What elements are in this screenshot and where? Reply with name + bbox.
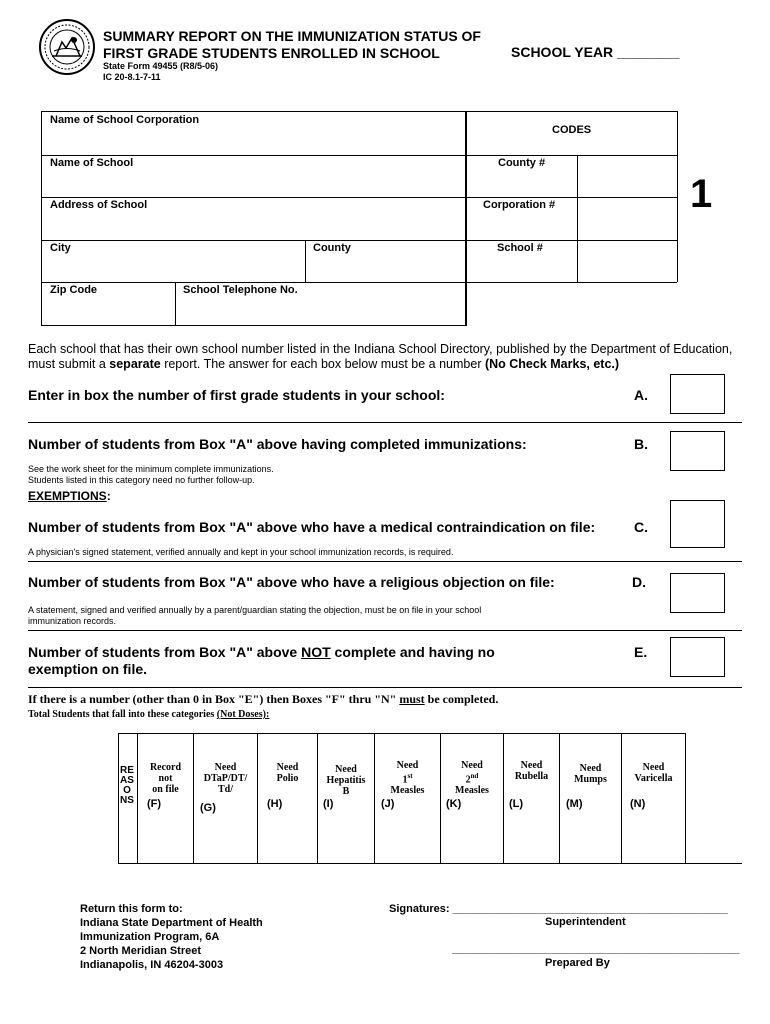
box-a-input[interactable] xyxy=(670,374,725,414)
cell-j-input[interactable]: (J) xyxy=(381,798,395,810)
cell-g-input[interactable]: (G) xyxy=(200,802,216,814)
question-e-line-1 xyxy=(28,644,495,661)
letter-b: B. xyxy=(634,436,648,452)
page-number: 1 xyxy=(690,172,713,216)
zip-code-field[interactable]: Zip Code xyxy=(50,284,98,296)
condition-text: If there is a number (other than 0 in Box "E") then Boxes "F" thru "N" xyxy=(28,692,400,706)
column-header-need-1st-measles xyxy=(375,760,440,796)
header-line: Measles xyxy=(455,785,489,797)
county-number-label: County # xyxy=(498,157,546,169)
title-line-1: SUMMARY REPORT ON THE IMMUNIZATION STATUS OF xyxy=(103,28,481,44)
form-number: State Form 49455 (R8/5-06) xyxy=(103,61,219,71)
letter-d: D. xyxy=(632,574,646,590)
question-e-line-2: exemption on file. xyxy=(28,661,148,677)
note-c: A physician's signed statement, verified annually and kept in your school immunization records, is required. xyxy=(28,547,454,557)
cell-f-input[interactable]: (F) xyxy=(147,798,162,810)
exemptions-label: EXEMPTIONS xyxy=(28,489,107,503)
header-line: Need xyxy=(642,762,665,773)
title-line-2: FIRST GRADE STUDENTS ENROLLED IN SCHOOL xyxy=(103,45,440,61)
ordinal-number: 1 xyxy=(402,774,408,786)
header-line: on file xyxy=(152,784,179,795)
instructions-line-1: Each school that has their own school number listed in the Indiana School Directory, published by the Department of Education, xyxy=(28,342,733,356)
column-header-record-not-on-file xyxy=(138,762,193,795)
telephone-field[interactable]: School Telephone No. xyxy=(183,284,298,296)
address-line: Indiana State Department of Health xyxy=(80,917,263,929)
cell-h-input[interactable]: (H) xyxy=(267,798,283,810)
categories-underlined: (Not Doses): xyxy=(216,709,270,720)
ordinal-suffix: nd xyxy=(470,772,479,780)
header-line: Need xyxy=(579,763,602,774)
header-line: Polio xyxy=(276,773,299,784)
instructions-text: must submit a xyxy=(28,357,110,371)
codes-heading: CODES xyxy=(552,124,592,136)
county-number-input[interactable] xyxy=(578,156,677,197)
header-line xyxy=(441,771,503,785)
box-d-input[interactable] xyxy=(670,573,725,613)
header-line: Need xyxy=(520,760,543,771)
question-b: Number of students from Box "A" above having completed immunizations: xyxy=(28,436,527,452)
form-title xyxy=(103,28,481,62)
column-header-need-varicella xyxy=(622,762,685,784)
prepared-by-label: Prepared By xyxy=(545,957,610,969)
address-line: Immunization Program, 6A xyxy=(80,931,220,943)
header-line: Mumps xyxy=(574,774,607,785)
categories-text: Total Students that fall into these categories xyxy=(28,709,217,720)
school-name-field[interactable]: Name of School xyxy=(50,157,134,169)
column-header-need-polio xyxy=(258,762,317,784)
reasons-vertical-label: REASONS xyxy=(120,765,134,806)
instructions-bold: (No Check Marks, etc.) xyxy=(484,357,620,371)
exemptions-heading xyxy=(28,489,111,503)
cell-k-input[interactable]: (K) xyxy=(446,798,462,810)
school-number-label: School # xyxy=(497,242,543,254)
exemptions-colon: : xyxy=(106,489,111,503)
return-address xyxy=(80,902,263,972)
column-header-need-hepatitis-b xyxy=(318,764,374,797)
school-corporation-field[interactable]: Name of School Corporation xyxy=(50,114,200,126)
statute-code: IC 20-8.1-7-11 xyxy=(103,72,161,82)
note-b-line: See the work sheet for the minimum complete immunizations. xyxy=(28,464,274,474)
header-line: Td/ xyxy=(217,784,233,795)
column-header-need-dtap xyxy=(194,762,257,795)
corporation-number-input[interactable] xyxy=(578,198,677,240)
state-seal-icon xyxy=(38,18,96,76)
column-header-need-rubella xyxy=(504,760,559,782)
column-header-need-2nd-measles xyxy=(441,760,503,796)
note-b-line: Students listed in this category need no further follow-up. xyxy=(28,475,255,485)
question-a: Enter in box the number of first grade students in your school: xyxy=(28,387,445,403)
note-d-line: immunization records. xyxy=(28,616,117,626)
instructions-text: report. The answer for each box below must be a number xyxy=(160,357,485,371)
letter-a: A. xyxy=(634,387,648,403)
note-d xyxy=(28,605,481,627)
letter-e: E. xyxy=(634,644,648,660)
cell-l-input[interactable]: (L) xyxy=(509,798,524,810)
header-line: Measles xyxy=(390,785,425,797)
ordinal-number: 2 xyxy=(465,774,471,786)
header-line: Varicella xyxy=(634,773,673,784)
letter-c: C. xyxy=(634,519,648,535)
header-line: Need xyxy=(335,764,357,775)
school-number-input[interactable] xyxy=(578,241,677,282)
header-line: Need xyxy=(276,762,299,773)
form-identifiers xyxy=(103,61,218,83)
instructions-bold: separate xyxy=(109,357,161,371)
city-field[interactable]: City xyxy=(50,242,71,254)
header-line: Need xyxy=(214,762,237,773)
cell-i-input[interactable]: (I) xyxy=(323,798,334,810)
header-line: B xyxy=(342,786,350,797)
question-e xyxy=(28,644,495,678)
box-c-input[interactable] xyxy=(670,500,725,548)
header-line: Need xyxy=(461,760,483,771)
question-d: Number of students from Box "A" above who have a religious objection on file: xyxy=(28,574,555,590)
header-line: not xyxy=(158,773,173,784)
question-e-text: Number of students from Box "A" above xyxy=(28,644,302,660)
address-line: 2 North Meridian Street xyxy=(80,945,202,957)
note-d-line: A statement, signed and verified annually by a parent/guardian stating the objection, must be on file in your school xyxy=(28,605,482,615)
header-line: Hepatitis xyxy=(326,775,366,786)
question-c: Number of students from Box "A" above who have a medical contraindication on file: xyxy=(28,519,596,535)
header-line: DTaP/DT/ xyxy=(203,773,248,784)
cell-n-input[interactable]: (N) xyxy=(630,798,646,810)
header-line: Need xyxy=(396,760,419,771)
condition-note xyxy=(28,692,498,707)
header-line xyxy=(375,771,440,785)
condition-text: be completed. xyxy=(424,692,499,706)
superintendent-signature-field[interactable]: Signatures: _____________________________________________ xyxy=(389,903,728,915)
instructions-line-2 xyxy=(28,357,748,372)
ordinal-suffix: st xyxy=(407,772,413,780)
preparer-signature-field[interactable]: _______________________________________________ xyxy=(452,943,740,955)
superintendent-label: Superintendent xyxy=(545,916,626,928)
cell-m-input[interactable]: (M) xyxy=(566,798,583,810)
school-year-field[interactable]: SCHOOL YEAR ________ xyxy=(511,44,680,60)
question-e-text: complete and having no xyxy=(330,644,495,660)
note-b xyxy=(28,464,274,486)
header-line: Rubella xyxy=(514,771,549,782)
instructions-paragraph xyxy=(28,342,748,372)
column-header-need-mumps xyxy=(560,763,621,785)
condition-must: must xyxy=(399,692,425,706)
school-address-field[interactable]: Address of School xyxy=(50,199,148,211)
county-field[interactable]: County xyxy=(313,242,351,254)
header-line: Record xyxy=(149,762,182,773)
address-line: Indianapolis, IN 46204-3003 xyxy=(80,959,224,971)
box-e-input[interactable] xyxy=(670,637,725,677)
box-b-input[interactable] xyxy=(670,431,725,471)
return-label: Return this form to: xyxy=(80,903,183,915)
categories-note xyxy=(28,709,269,720)
question-e-not: NOT xyxy=(301,644,331,660)
corporation-number-label: Corporation # xyxy=(483,199,556,211)
